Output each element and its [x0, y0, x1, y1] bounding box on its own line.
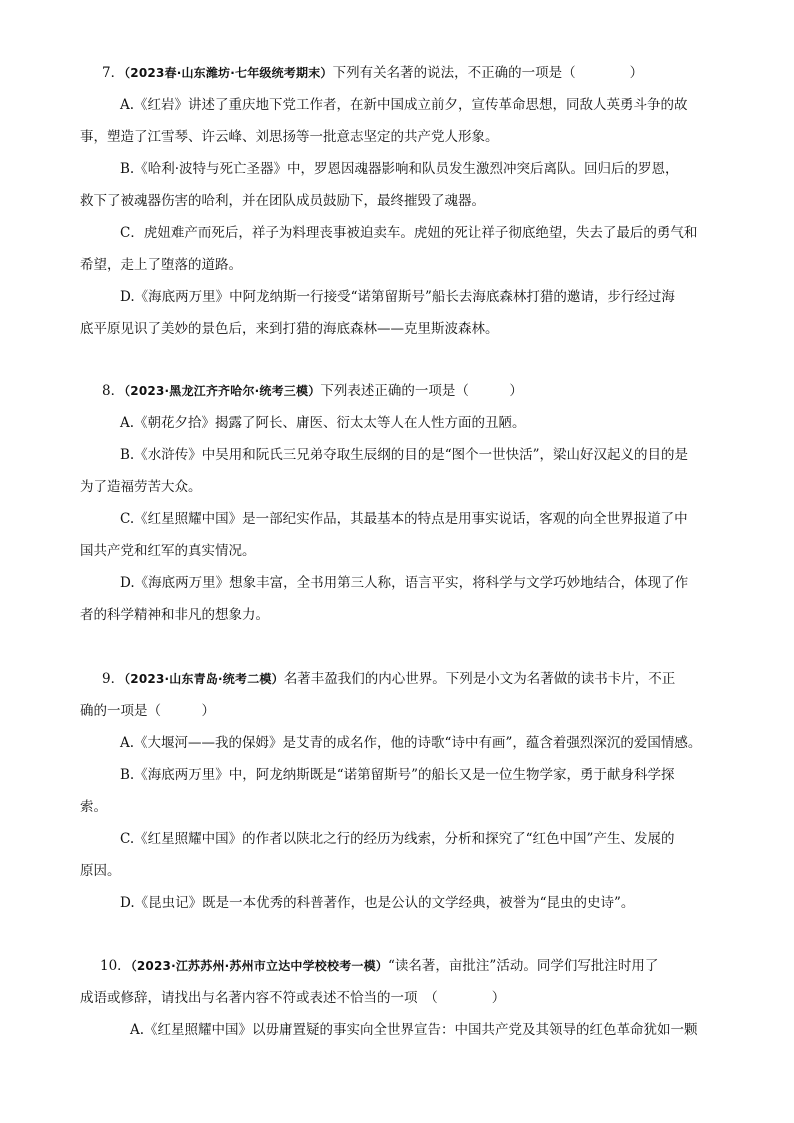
option-d: D.《昆虫记》既是一本优秀的科普著作，也是公认的文学经典，被誉为“昆虫的史诗”。: [120, 895, 635, 911]
option-c: C.《红星照耀中国》是一部纪实作品，其最基本的特点是用事实说话，客观的向全世界报道了中: [120, 511, 688, 527]
option-c-continued: 原因。: [80, 863, 121, 879]
option-c-continued: 希望，走上了堕落的道路。: [80, 257, 242, 273]
question-stem-continued: 确的一项是（ ）: [80, 703, 215, 719]
question-stem-text: 下列表述正确的一项是（ ）: [320, 383, 523, 399]
option-b: B.《水浒传》中吴用和阮氏三兄弟夺取生辰纲的目的是“图个一世快活”，梁山好汉起义的目的是: [120, 447, 689, 463]
question-stem: [80, 663, 722, 695]
question-stem-text: 名著丰盈我们的内心世界。下列是小文为名著做的读书卡片，不正: [283, 671, 676, 687]
question-stem: [80, 375, 722, 407]
option-c-continued: 国共产党和红军的真实情况。: [80, 543, 256, 559]
question-number: 10．: [100, 958, 131, 974]
question-number: 9．: [102, 671, 125, 687]
question-number: 8．: [102, 383, 125, 399]
question-source: （2023·山东青岛·统考二模）: [124, 672, 284, 686]
option-b: B.《哈利·波特与死亡圣器》中，罗恩因魂器影响和队员发生激烈冲突后离队。回归后的罗恩，: [120, 161, 679, 177]
option-b-continued: 为了造福劳苦大众。: [80, 479, 202, 495]
option-a: A.《红岩》讲述了重庆地下党工作者，在新中国成立前夕，宣传革命思想，同敌人英勇斗争的故: [120, 97, 688, 113]
question-source: （2023·江苏苏州·苏州市立达中学校校考一模）: [130, 959, 389, 973]
option-a: A.《大堰河——我的保姆》是艾青的成名作，他的诗歌“诗中有画”，蕴含着强烈深沉的爱国情感。: [120, 735, 702, 751]
option-d-continued: 者的科学精神和非凡的想象力。: [80, 607, 269, 623]
question-10: [80, 950, 722, 1046]
question-stem: [80, 57, 722, 89]
option-d: D.《海底两万里》中阿龙纳斯一行接受“诺第留斯号”船长去海底森林打猎的邀请，步行经过海: [120, 289, 675, 305]
option-b-continued: 索。: [80, 799, 107, 815]
question-7: [80, 57, 722, 345]
question-stem-text: “读名著，亩批注”活动。同学们写批注时用了: [388, 958, 659, 974]
question-stem-continued: 成语或修辞，请找出与名著内容不符或表述不恰当的一项 （ ）: [80, 990, 506, 1006]
option-c: C.《红星照耀中国》的作者以陕北之行的经历为线索，分析和探究了“红色中国”产生、发展的: [120, 831, 675, 847]
question-source: （2023·黑龙江齐齐哈尔·统考三模）: [124, 384, 321, 398]
question-source: （2023春·山东潍坊·七年级统考期末）: [124, 66, 333, 80]
option-c: C．虎妞难产而死后，祥子为料理丧事被迫卖车。虎妞的死让祥子彻底绝望，失去了最后的勇气和: [120, 225, 698, 241]
question-9: [80, 663, 722, 919]
question-stem: [80, 950, 722, 982]
option-a: A.《朝花夕拾》揭露了阿长、庸医、衍太太等人在人性方面的丑陋。: [120, 415, 526, 431]
option-b-continued: 救下了被魂器伤害的哈利，并在团队成员鼓励下，最终摧毁了魂器。: [80, 193, 485, 209]
option-d-continued: 底平原见识了美妙的景色后，来到打猎的海底森林——克里斯波森林。: [80, 321, 499, 337]
option-a: A.《红星照耀中国》以毋庸置疑的事实向全世界宣告：中国共产党及其领导的红色革命犹如一颗: [130, 1022, 698, 1038]
option-b: B.《海底两万里》中，阿龙纳斯既是“诺第留斯号”的船长又是一位生物学家，勇于献身科学探: [120, 767, 675, 783]
question-number: 7．: [102, 65, 125, 81]
option-a-continued: 事，塑造了江雪琴、许云峰、刘思扬等一批意志坚定的共产党人形象。: [80, 129, 499, 145]
option-d: D.《海底两万里》想象丰富，全书用第三人称，语言平实，将科学与文学巧妙地结合，体现了作: [120, 575, 689, 591]
question-stem-text: 下列有关名著的说法，不正确的一项是（ ）: [332, 65, 644, 81]
question-8: [80, 375, 722, 631]
